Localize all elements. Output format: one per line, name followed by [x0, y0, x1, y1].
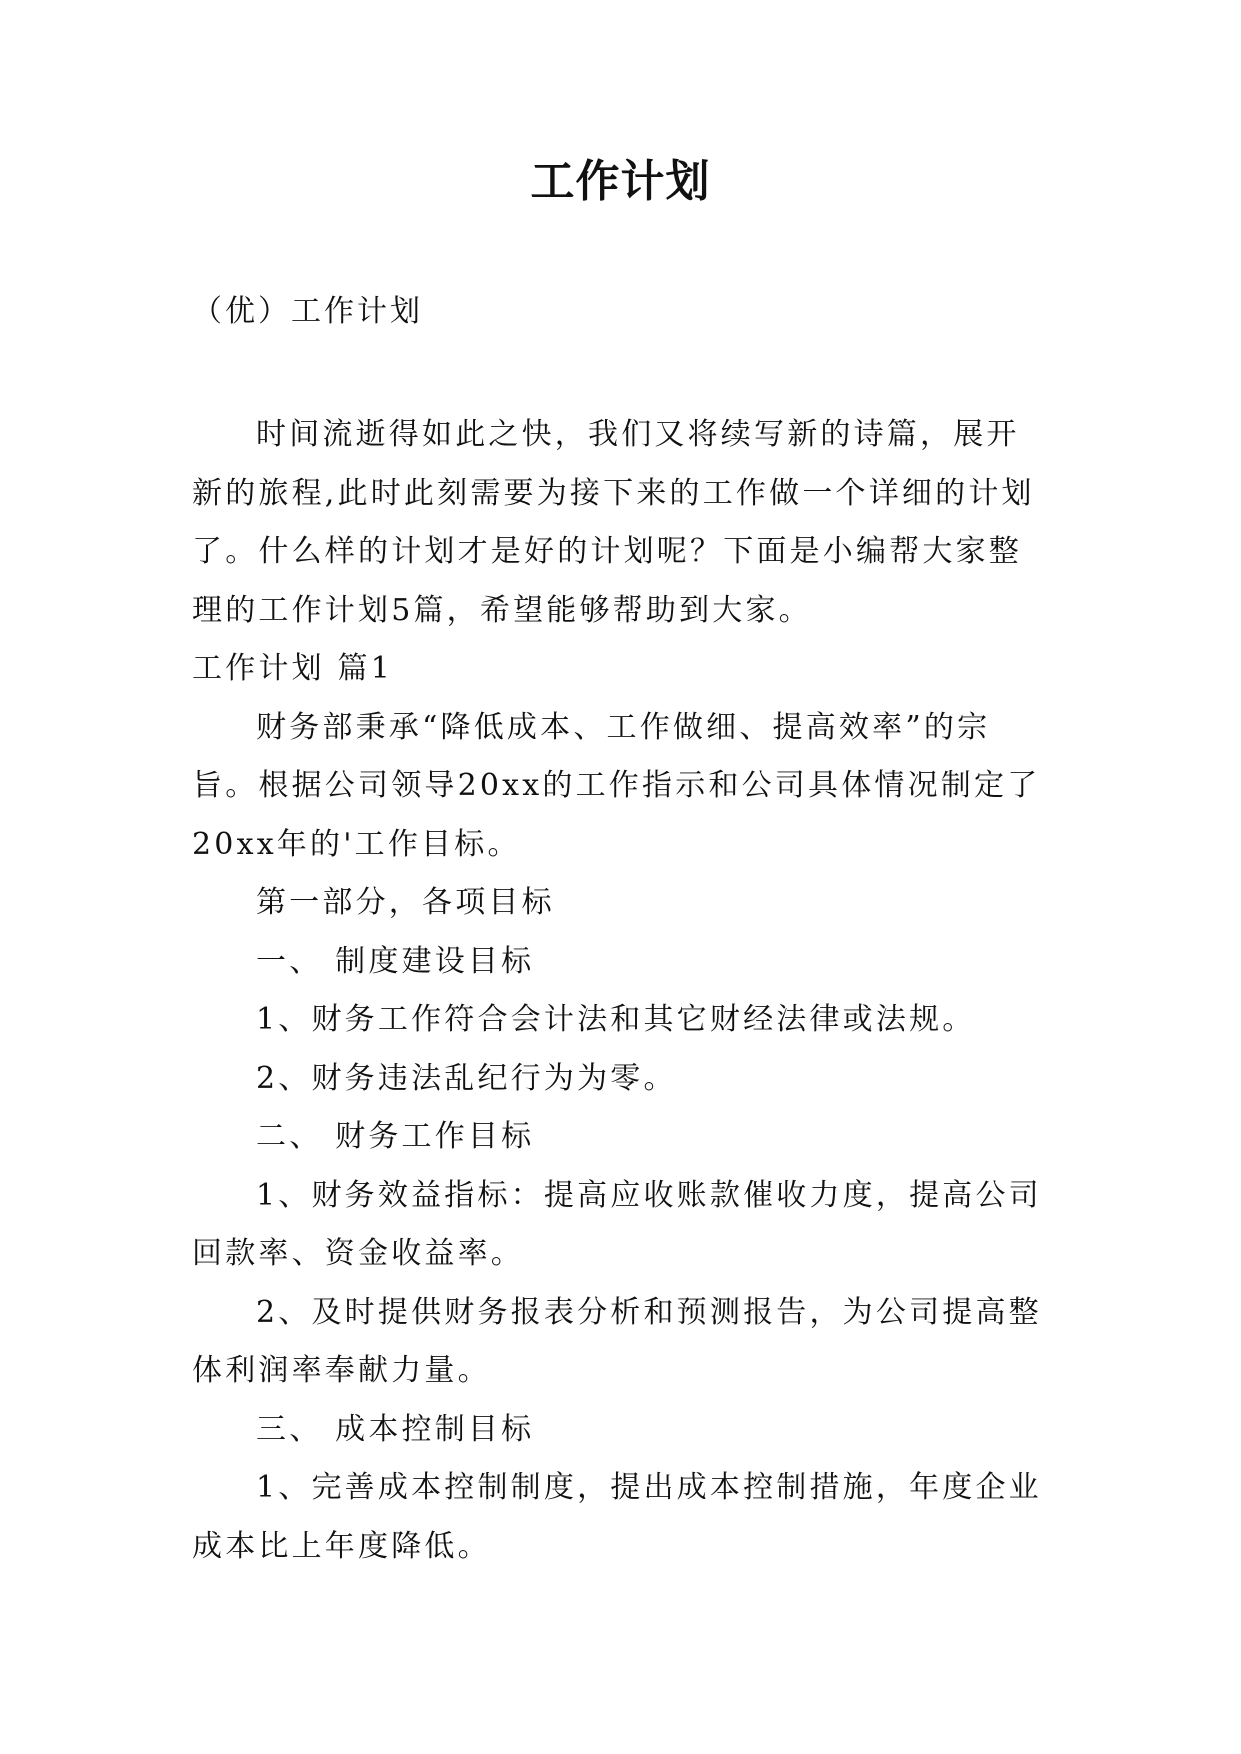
subsection-heading: 三、 成本控制目标: [256, 1411, 535, 1447]
intro-paragraph: 时间流逝得如此之快，我们又将续写新的诗篇，展开新的旅程,此时此刻需要为接下来的工作做一个详细的计划了。什么样的计划才是好的计划呢？下面是小编帮大家整理的工作计划5篇，希望能够帮助到大家。: [192, 417, 1035, 628]
section-heading: 工作计划 篇1: [192, 651, 394, 686]
list-item: 2、财务违法乱纪行为为零。: [256, 1060, 677, 1096]
document-title: 工作计划: [530, 156, 711, 207]
list-item: 2、及时提供财务报表分析和预测报告，为公司提高整体利润率奉献力量。: [192, 1294, 1042, 1388]
subsection-heading: 一、 制度建设目标: [256, 943, 535, 979]
list-item: 1、财务效益指标：提高应收账款催收力度，提高公司回款率、资金收益率。: [192, 1177, 1042, 1271]
document-subtitle: （优）工作计划: [192, 294, 423, 329]
list-item: 1、完善成本控制制度，提出成本控制措施，年度企业成本比上年度降低。: [192, 1470, 1042, 1564]
part-heading: 第一部分，各项目标: [256, 885, 555, 920]
body-paragraph: 财务部秉承“降低成本、工作做细、提高效率”的宗旨。根据公司领导20xx的工作指示和公司具体情况制定了20xx年的'工作目标。: [192, 709, 1041, 862]
document-body: [192, 406, 1050, 1576]
list-item: 1、财务工作符合会计法和其它财经法律或法规。: [256, 1002, 976, 1037]
subsection-heading: 二、 财务工作目标: [256, 1119, 535, 1154]
